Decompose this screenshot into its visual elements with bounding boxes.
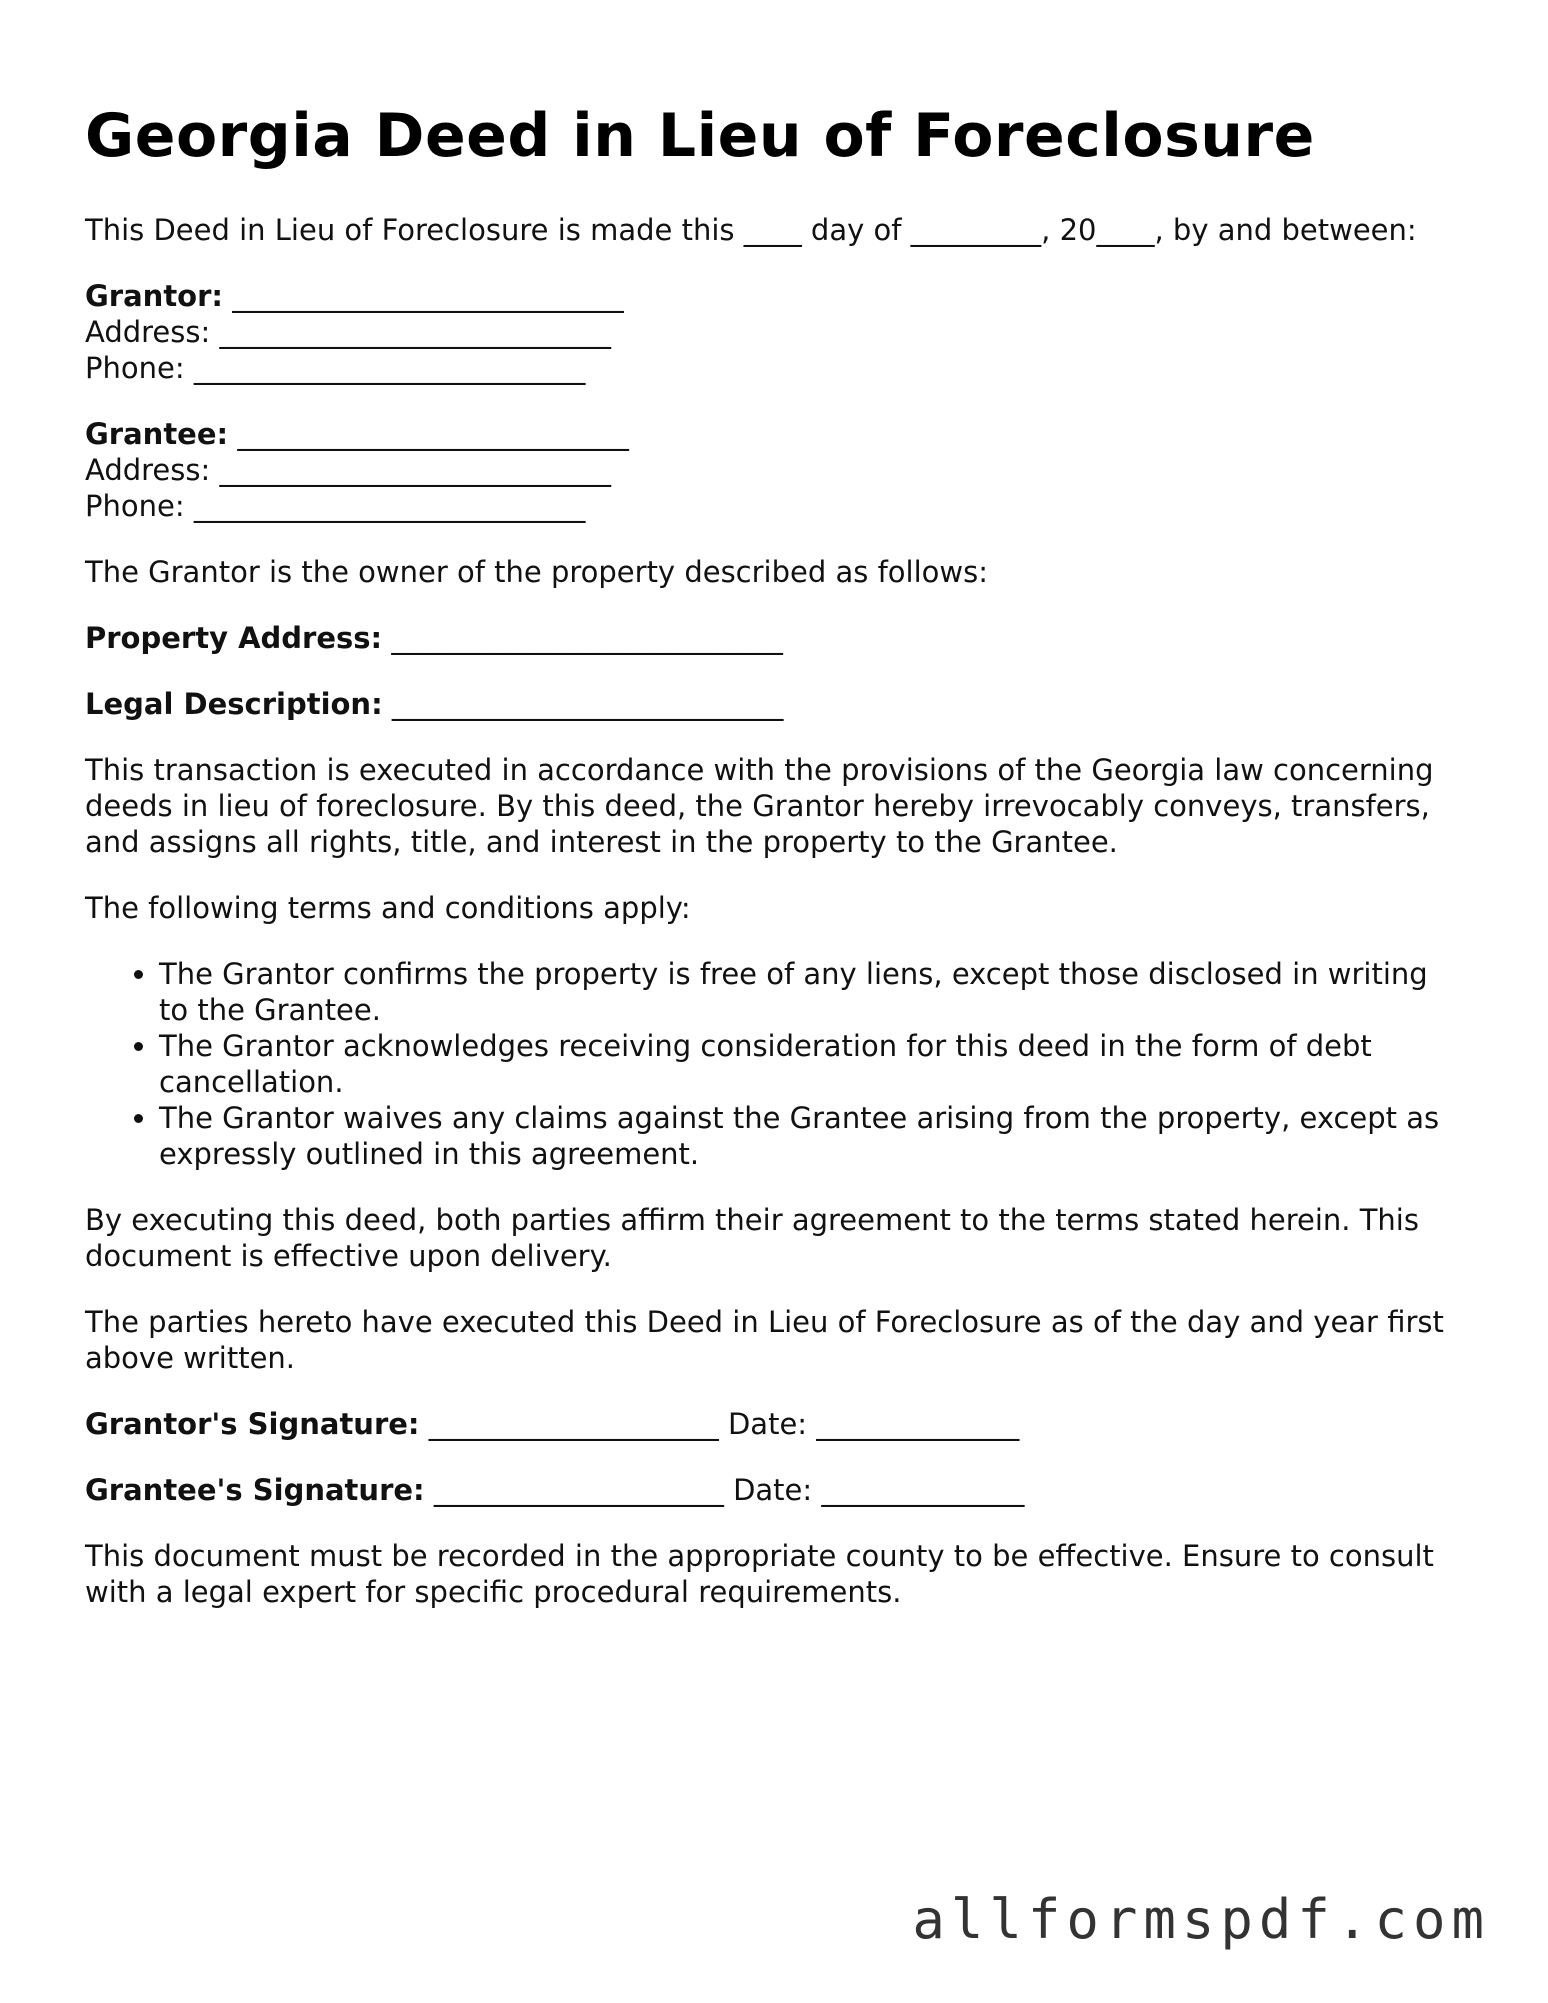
list-item: • The Grantor waives any claims against the Grantee arising from the property, except as expressly outlined in this agreement. [159, 1100, 1465, 1172]
owner-statement: The Grantor is the owner of the property described as follows: [85, 555, 988, 589]
grantor-label: Grantor: [85, 279, 224, 313]
grantor-signature-field: ____________________ [428, 1407, 719, 1441]
watermark: allformspdf.com [912, 1888, 1490, 1951]
intro-paragraph: This Deed in Lieu of Foreclosure is made this ____ day of _________, 20____, by and between: [85, 213, 1417, 247]
property-address-line [85, 620, 1465, 656]
grantee-name-field: ___________________________ [237, 417, 629, 451]
document-title: Georgia Deed in Lieu of Foreclosure [85, 101, 1315, 171]
legal-description-label: Legal Description: [85, 687, 383, 721]
property-address-label: Property Address: [85, 621, 383, 655]
grantor-date-field: Date: ______________ [727, 1407, 1020, 1441]
legal-description-field: ___________________________ [391, 687, 784, 721]
legal-description-line [85, 686, 1465, 722]
transaction-paragraph: This transaction is executed in accordance with the provisions of the Georgia law concerning deeds in lieu of foreclosure. By this deed, the Grantor hereby irrevocably conveys, transfers, and assigns all rights, title, and interest in the property to the Grantee. [85, 753, 1434, 859]
grantor-phone-field: Phone: ___________________________ [85, 351, 586, 385]
grantor-name-line [85, 278, 1465, 314]
execution-paragraph: The parties hereto have executed this Deed in Lieu of Foreclosure as of the day and year first above written. [85, 1305, 1444, 1375]
list-item: • The Grantor acknowledges receiving consideration for this deed in the form of debt cancellation. [159, 1028, 1465, 1100]
recording-note: This document must be recorded in the appropriate county to be effective. Ensure to consult with a legal expert for specific procedural requirements. [85, 1539, 1434, 1609]
grantee-label: Grantee: [85, 417, 229, 451]
terms-intro: The following terms and conditions apply: [85, 891, 691, 925]
grantee-section [85, 416, 1465, 524]
grantee-signature-line [85, 1472, 1465, 1508]
property-address-field: ___________________________ [391, 621, 783, 655]
grantor-signature-label: Grantor's Signature: [85, 1407, 420, 1441]
grantee-name-line [85, 416, 1465, 452]
grantee-address-field: Address: ___________________________ [85, 453, 611, 487]
terms-list [85, 956, 1465, 1172]
grantee-phone-field: Phone: ___________________________ [85, 489, 586, 523]
grantor-signature-line [85, 1406, 1465, 1442]
grantor-address-field: Address: ___________________________ [85, 315, 611, 349]
grantee-signature-field: ____________________ [433, 1473, 724, 1507]
document-page [85, 100, 1465, 1640]
grantee-signature-label: Grantee's Signature: [85, 1473, 425, 1507]
grantor-section [85, 278, 1465, 386]
list-item: • The Grantor confirms the property is free of any liens, except those disclosed in writing to the Grantee. [159, 956, 1465, 1028]
grantor-name-field: ___________________________ [232, 279, 624, 313]
affirmation-paragraph: By executing this deed, both parties affirm their agreement to the terms stated herein. This document is effective upon delivery. [85, 1203, 1419, 1273]
grantee-date-field: Date: ______________ [733, 1473, 1025, 1507]
